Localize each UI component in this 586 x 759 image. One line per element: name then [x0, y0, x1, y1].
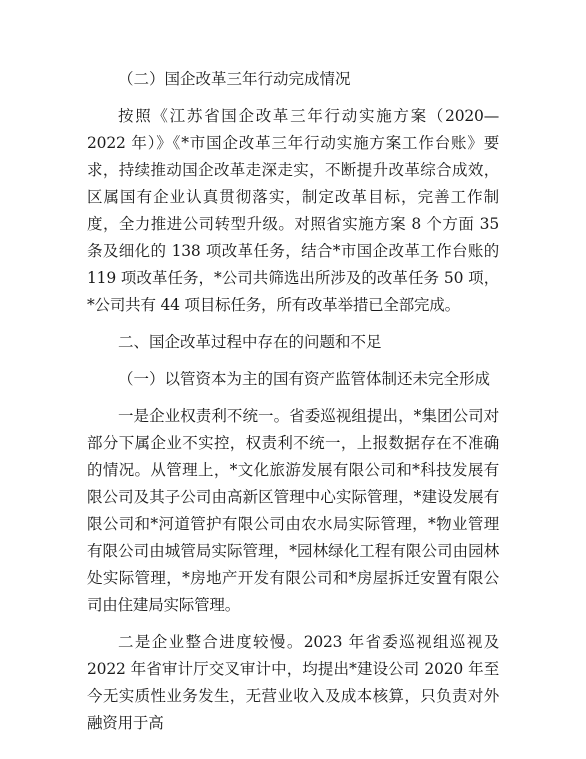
body-paragraph: 一是企业权责利不统一。省委巡视组提出，*集团公司对部分下属企业不实控，权责利不统一，上报数据存在不准确的情况。从管理上，*文化旅游发展有限公司和*科技发展有限公司及其子公司由高新区管理中心实际管理，*建设发展有限公司和*河道管护有限公司由农水局实际管理，*物业管理有限公司由城管局实际管理，*园林绿化工程有限公司由园林处实际管理，*房地产开发有限公司和*房屋拆迁安置有限公司由住建局实际管理。	[87, 407, 499, 614]
body-paragraph: 按照《江苏省国企改革三年行动实施方案（2020—2022 年）》《*市国企改革三年行动实施方案工作台账》要求，持续推动国企改革走深走实，不断提升改革综合成效，区属国有企业认真贯彻落实，制定改革目标，完善工作制度，全力推进公司转型升级。对照省实施方案 8 个方面 35 条及细化的 138 项改革任务，结合*市国企改革工作台账的 119 项改革任务，*公司共筛选出所涉及的改革任务 50 项，*公司共有 44 项目标任务，所有改革举措已全部完成。	[87, 107, 500, 314]
document-body	[87, 66, 499, 737]
subsection-heading: （一）以管资本为主的国有资产监管体制还未完全形成	[118, 370, 491, 388]
section-heading: 二、国企改革过程中存在的问题和不足	[118, 333, 382, 351]
body-paragraph: 二是企业整合进度较慢。2023 年省委巡视组巡视及 2022 年省审计厅交叉审计中，均提出*建设公司 2020 年至今无实质性业务发生，无营业收入及成本核算，只负责对外融资用于高	[87, 633, 499, 732]
section-heading: （二）国企改革三年行动完成情况	[118, 70, 351, 88]
